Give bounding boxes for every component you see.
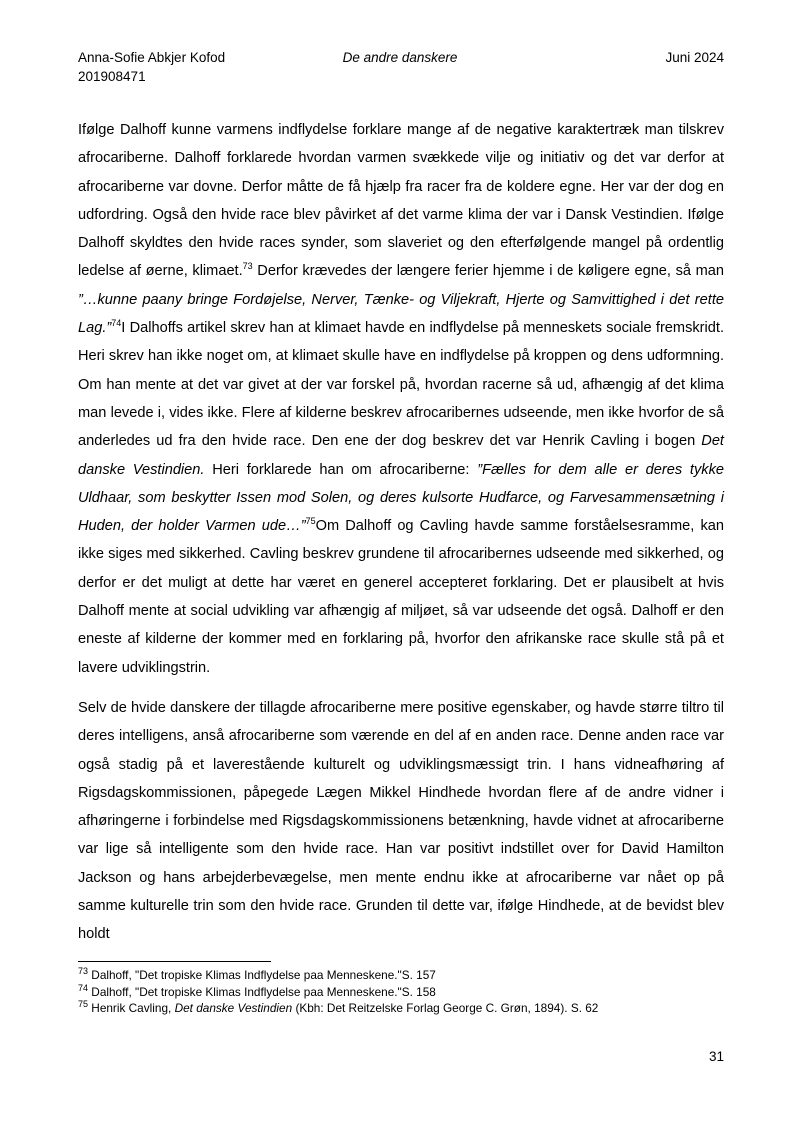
text-run: I Dalhoffs artikel skrev han at klimaet havde en indflydelse på menneskets sociale fremskridt. Heri skrev han ikke noget om, at klimaet skulle have en indflydelse på kroppen og dens udformning. Om han mente at det var givet at der var forskel på, hvordan racerne så ud, afhængig af det klima man levede i, vides ikke. Flere af kilderne beskrev afrocaribernes udseende, men ikke hvorfor de så anderledes ud fra den hvide race. Den ene der dog beskrev det var Henrik Cavling i bogen xyxy=(78,320,724,450)
footnote-ref-73: 73 xyxy=(242,261,253,272)
footnote-75 xyxy=(78,1000,724,1017)
footnote-number: 74 xyxy=(78,982,89,993)
text-run: Heri forklarede han om afrocariberne: xyxy=(204,461,478,478)
paragraph: Selv de hvide danskere der tillagde afrocariberne mere positive egenskaber, og havde større tiltro til deres intelligens, anså afrocariberne som værende en del af en anden race. Denne anden race var også stadig på et laverestående kulturelt og udviklingsmæssigt trin. I hans vidneafhøring af Rigsdagskommissionen, påpegede Lægen Mikkel Hindhede hvordan flere af de andre vidner i afhøringerne i forbindelse med Rigsdagskommissionens betænkning, havde vidnet at afrocariberne var lige så intelligente som den hvide race. Han var positivt indstillet over for David Hamilton Jackson og hans arbejderbevægelse, men mente endnu ikke at afrocariberne var nået op på samme kulturelle trin som den hvide race. Grunden til dette var, ifølge Hindhede, at de bevidst blev holdt xyxy=(78,699,724,943)
footnote-text: (Kbh: Det Reitzelske Forlag George C. Grøn, 1894). S. 62 xyxy=(292,1001,599,1016)
footnote-text: Dalhoff, "Det tropiske Klimas Indflydelse paa Menneskene."S. 158 xyxy=(88,984,436,999)
footnote-text: Henrik Cavling, xyxy=(88,1001,175,1016)
header-date: Juni 2024 xyxy=(665,50,724,65)
quote: ”…kunne paany bringe Fordøjelse, Nerver, Tænke- og Viljekraft, Hjerte og Samvittighed i det rette Lag.” xyxy=(78,291,724,337)
footnote-73 xyxy=(78,967,724,984)
footnote-number: 75 xyxy=(78,999,89,1010)
paragraph xyxy=(78,116,724,682)
text-run: Derfor krævedes der længere ferier hjemme i de køligere egne, så man xyxy=(252,263,724,280)
page-number: 31 xyxy=(708,1049,724,1064)
footnote-74 xyxy=(78,984,724,1001)
student-id: 201908471 xyxy=(78,69,146,84)
footnote-book-title: Det danske Vestindien xyxy=(174,1001,293,1016)
text-run: Om Dalhoff og Cavling havde samme forståelsesramme, kan ikke siges med sikkerhed. Cavling beskrev grundene til afrocaribernes udseende med sikkerhed, og derfor er det muligt at dette har været en generel accepteret forklaring. Det er plausibelt at hvis Dalhoff mente at social udvikling var afhængig af miljøet, så var udseende det også. Dalhoff er den eneste af kilderne der kommer med en forklaring på, hvorfor den afrikanske race skulle stå på et lavere udviklingstrin. xyxy=(78,518,724,676)
body-text xyxy=(78,116,724,949)
quote: ”Fælles for dem alle er deres tykke Uldhaar, som beskytter Issen mod Solen, og deres kulsorte Hudfarce, og Farvesammensætning i Huden, der holder Varmen ude…” xyxy=(78,461,724,535)
footnote-number: 73 xyxy=(78,966,89,977)
author-name: Anna-Sofie Abkjer Kofod xyxy=(78,50,226,65)
footnote-separator xyxy=(78,961,271,962)
footnote-text: Dalhoff, "Det tropiske Klimas Indflydelse paa Menneskene."S. 157 xyxy=(88,968,436,982)
footnotes xyxy=(78,967,724,1017)
footnote-ref-74: 74 xyxy=(111,318,122,329)
book-title: Det danske Vestindien. xyxy=(78,433,724,478)
text-run: Ifølge Dalhoff kunne varmens indflydelse forklare mange af de negative karaktertræk man tilskrev afrocariberne. Dalhoff forklarede hvordan varmen svækkede vilje og initiativ og det var derfor at afrocariberne var dovne. Derfor måtte de få hjælp fra racer fra de koldere egne. Her var der dog en udfordring. Også den hvide race blev påvirket af det varme klima der var i Dansk Vestindien. Ifølge Dalhoff skyldtes den hvide races synder, som slaveriet og den efterfølgende mangel på ordentlig ledelse af øerne, klimaet. xyxy=(78,122,724,280)
footnote-ref-75: 75 xyxy=(305,516,316,527)
header-title: De andre danskere xyxy=(342,50,458,65)
